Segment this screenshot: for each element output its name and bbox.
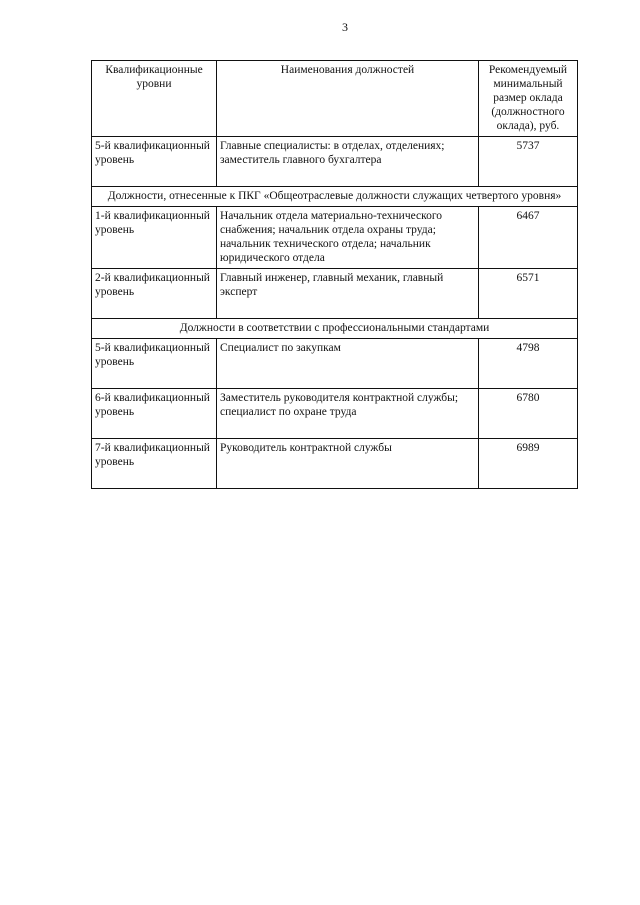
salary-cell: 6467	[479, 207, 578, 269]
table-row	[92, 269, 578, 319]
section-title-fourth-level: Должности, отнесенные к ПКГ «Общеотраслевые должности служащих четвертого уровня»	[92, 187, 578, 207]
salary-table	[91, 60, 578, 489]
salary-cell: 5737	[479, 137, 578, 187]
section-header-row	[92, 319, 578, 339]
salary-cell: 6780	[479, 389, 578, 439]
position-cell: Главный инженер, главный механик, главный эксперт	[217, 269, 479, 319]
position-cell: Начальник отдела материально-технического снабжения; начальник отдела охраны труда; начальник технического отдела; начальник юридического отдела	[217, 207, 479, 269]
qualification-level-cell: 6-й квалификационный уровень	[92, 389, 217, 439]
salary-cell: 4798	[479, 339, 578, 389]
table-row	[92, 339, 578, 389]
salary-cell: 6571	[479, 269, 578, 319]
position-cell: Специалист по закупкам	[217, 339, 479, 389]
position-cell: Заместитель руководителя контрактной службы; специалист по охране труда	[217, 389, 479, 439]
header-recommended-salary: Рекомендуемый минимальный размер оклада (должностного оклада), руб.	[479, 61, 578, 137]
table-row	[92, 207, 578, 269]
qualification-level-cell: 1-й квалификационный уровень	[92, 207, 217, 269]
position-cell: Главные специалисты: в отделах, отделениях; заместитель главного бухгалтера	[217, 137, 479, 187]
qualification-level-cell: 5-й квалификационный уровень	[92, 339, 217, 389]
salary-cell: 6989	[479, 439, 578, 489]
table-header-row	[92, 61, 578, 137]
header-qualification-levels: Квалификационные уровни	[92, 61, 217, 137]
page-number: 3	[342, 20, 348, 34]
table-row	[92, 439, 578, 489]
qualification-level-cell: 2-й квалификационный уровень	[92, 269, 217, 319]
qualification-level-cell: 7-й квалификационный уровень	[92, 439, 217, 489]
position-cell: Руководитель контрактной службы	[217, 439, 479, 489]
section-header-row	[92, 187, 578, 207]
qualification-level-cell: 5-й квалификационный уровень	[92, 137, 217, 187]
table-row	[92, 137, 578, 187]
header-position-names: Наименования должностей	[217, 61, 479, 137]
table-row	[92, 389, 578, 439]
section-title-professional-standards: Должности в соответствии с профессиональными стандартами	[92, 319, 578, 339]
